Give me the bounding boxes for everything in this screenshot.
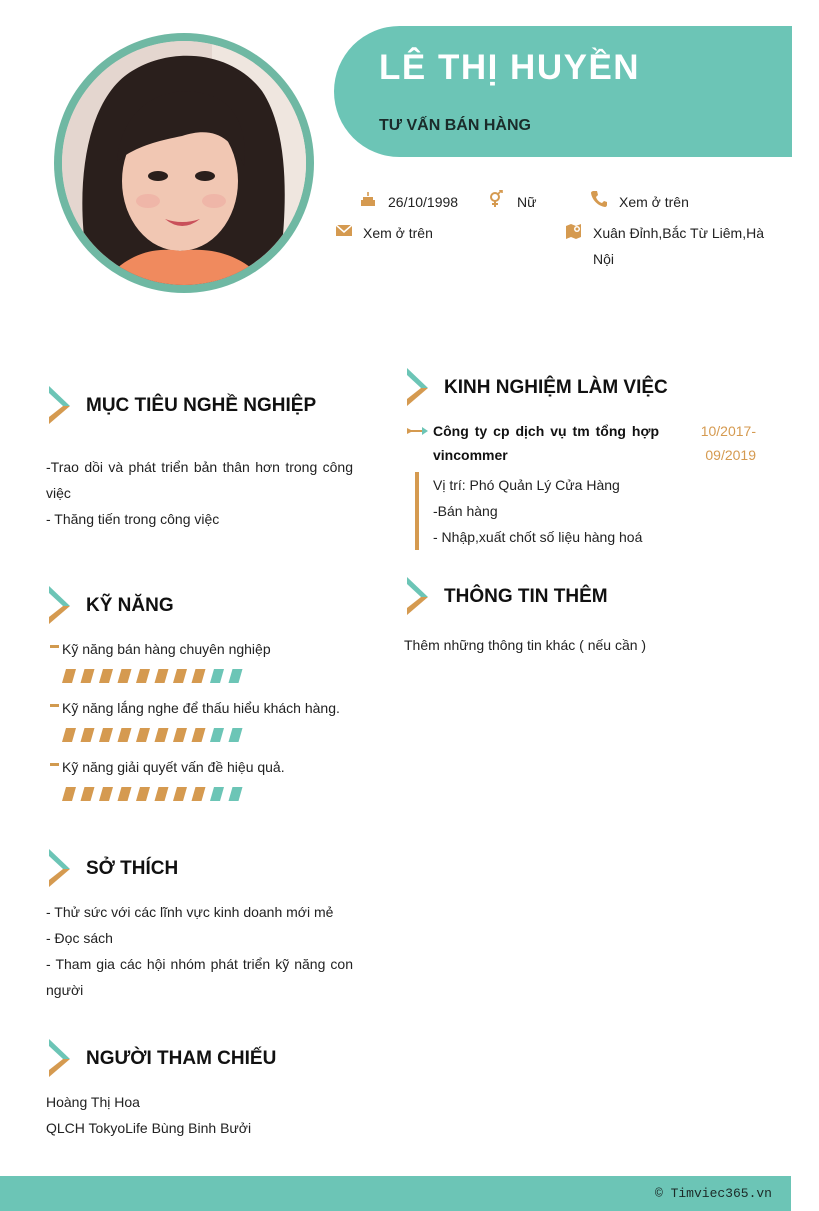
hobby-line: - Tham gia các hội nhóm phát triển kỹ năng con bbox=[46, 956, 353, 972]
detail-line: -Bán hàng bbox=[433, 503, 498, 519]
extra-title: THÔNG TIN THÊM bbox=[444, 586, 608, 607]
skill-segment-filled bbox=[118, 787, 132, 801]
objective-line: - Thăng tiến trong công việc bbox=[46, 511, 220, 527]
skill-bullet bbox=[50, 645, 59, 648]
objective-title: MỤC TIÊU NGHỀ NGHIỆP bbox=[86, 395, 317, 416]
cake-icon bbox=[359, 190, 377, 213]
skill-segment-filled bbox=[62, 669, 76, 683]
skill-segment-filled bbox=[155, 728, 169, 742]
footer-credit: © Timviec365.vn bbox=[654, 1186, 772, 1201]
skill-segment-filled bbox=[173, 669, 187, 683]
gender-icon bbox=[487, 190, 505, 213]
skill-bullet bbox=[50, 763, 59, 766]
skill-segment-filled bbox=[192, 728, 206, 742]
extra-text: Thêm những thông tin khác ( nếu cần ) bbox=[404, 637, 647, 653]
objective-body bbox=[46, 454, 353, 532]
skill-segment-filled bbox=[62, 787, 76, 801]
chevron-icon bbox=[46, 584, 74, 631]
objective-line: việc bbox=[46, 485, 71, 501]
experience-timeline-bar bbox=[415, 472, 419, 550]
skills-title: KỸ NĂNG bbox=[86, 595, 174, 616]
skill-segment-filled bbox=[118, 728, 132, 742]
chevron-icon bbox=[46, 847, 74, 894]
objective-line: -Trao dồi và phát triển bản thân hơn trong công bbox=[46, 459, 353, 475]
date-line: 10/2017- bbox=[700, 423, 756, 439]
skill-label: Kỹ năng bán hàng chuyên nghiệp bbox=[62, 641, 271, 657]
company-line: Công ty cp dịch vụ tm tổng hợp bbox=[433, 423, 659, 439]
reference-line: Hoàng Thị Hoa bbox=[46, 1094, 140, 1110]
chevron-icon bbox=[404, 366, 432, 413]
chevron-icon bbox=[46, 384, 74, 431]
skill-label: Kỹ năng giải quyết vấn đề hiệu quả. bbox=[62, 759, 285, 775]
skill-segment-filled bbox=[136, 669, 150, 683]
skill-segment-empty bbox=[229, 787, 243, 801]
skill-segment-empty bbox=[210, 669, 224, 683]
skill-segment-filled bbox=[136, 728, 150, 742]
chevron-icon bbox=[404, 575, 432, 622]
company-name bbox=[433, 419, 659, 467]
chevron-icon bbox=[46, 1037, 74, 1084]
skill-segment-filled bbox=[62, 728, 76, 742]
skill-segment-empty bbox=[229, 728, 243, 742]
date-line: 09/2019 bbox=[705, 447, 756, 463]
reference-line: QLCH TokyoLife Bùng Binh Bưởi bbox=[46, 1120, 252, 1136]
skill-segment-filled bbox=[81, 787, 95, 801]
avatar-photo bbox=[62, 41, 306, 285]
header-banner bbox=[334, 26, 792, 157]
detail-line: - Nhập,xuất chốt số liệu hàng hoá bbox=[433, 529, 643, 545]
gender-text: Nữ bbox=[517, 194, 537, 210]
birthday-text: 26/10/1998 bbox=[388, 194, 459, 210]
address-line-2: Nội bbox=[593, 251, 615, 267]
hobbies-title: SỞ THÍCH bbox=[86, 858, 179, 879]
avatar bbox=[62, 41, 306, 285]
skill-segment-filled bbox=[118, 669, 132, 683]
address-line-1: Xuân Đỉnh,Bắc Từ Liêm,Hà bbox=[593, 225, 764, 241]
skill-label: Kỹ năng lắng nghe để thấu hiểu khách hàng. bbox=[62, 700, 340, 716]
hobby-line: - Đọc sách bbox=[46, 930, 113, 946]
hobby-line: - Thử sức với các lĩnh vực kinh doanh mới mẻ bbox=[46, 904, 334, 920]
references-title: NGƯỜI THAM CHIẾU bbox=[86, 1048, 277, 1069]
candidate-name: LÊ THỊ HUYỀN bbox=[379, 48, 641, 87]
phone-icon bbox=[590, 190, 608, 213]
email-text: Xem ở trên bbox=[363, 225, 433, 241]
skill-segment-filled bbox=[99, 787, 113, 801]
phone-text: Xem ở trên bbox=[619, 194, 689, 210]
skill-segment-filled bbox=[99, 669, 113, 683]
skill-segment-empty bbox=[210, 787, 224, 801]
skill-bullet bbox=[50, 704, 59, 707]
skill-segment-filled bbox=[155, 787, 169, 801]
hobby-line: người bbox=[46, 982, 84, 998]
experience-dates bbox=[690, 419, 756, 467]
skill-segment-filled bbox=[81, 669, 95, 683]
skill-bar bbox=[62, 669, 252, 683]
skill-segment-filled bbox=[173, 728, 187, 742]
skill-segment-empty bbox=[229, 669, 243, 683]
skill-segment-filled bbox=[173, 787, 187, 801]
arrow-icon bbox=[407, 424, 429, 442]
detail-line: Vị trí: Phó Quản Lý Cửa Hàng bbox=[433, 477, 620, 493]
references-body bbox=[46, 1089, 353, 1141]
skill-segment-filled bbox=[136, 787, 150, 801]
map-pin-icon bbox=[565, 222, 583, 245]
mail-icon bbox=[335, 222, 353, 245]
skill-segment-filled bbox=[81, 728, 95, 742]
skill-segment-filled bbox=[155, 669, 169, 683]
experience-title: KINH NGHIỆM LÀM VIỆC bbox=[444, 377, 668, 398]
skill-bar bbox=[62, 787, 252, 801]
company-line: vincommer bbox=[433, 447, 508, 463]
skill-bar bbox=[62, 728, 252, 742]
skill-segment-filled bbox=[192, 669, 206, 683]
hobbies-body bbox=[46, 899, 353, 1003]
skill-segment-filled bbox=[99, 728, 113, 742]
skill-segment-empty bbox=[210, 728, 224, 742]
experience-details bbox=[433, 472, 753, 550]
skill-segment-filled bbox=[192, 787, 206, 801]
job-title: TƯ VẤN BÁN HÀNG bbox=[379, 117, 531, 134]
